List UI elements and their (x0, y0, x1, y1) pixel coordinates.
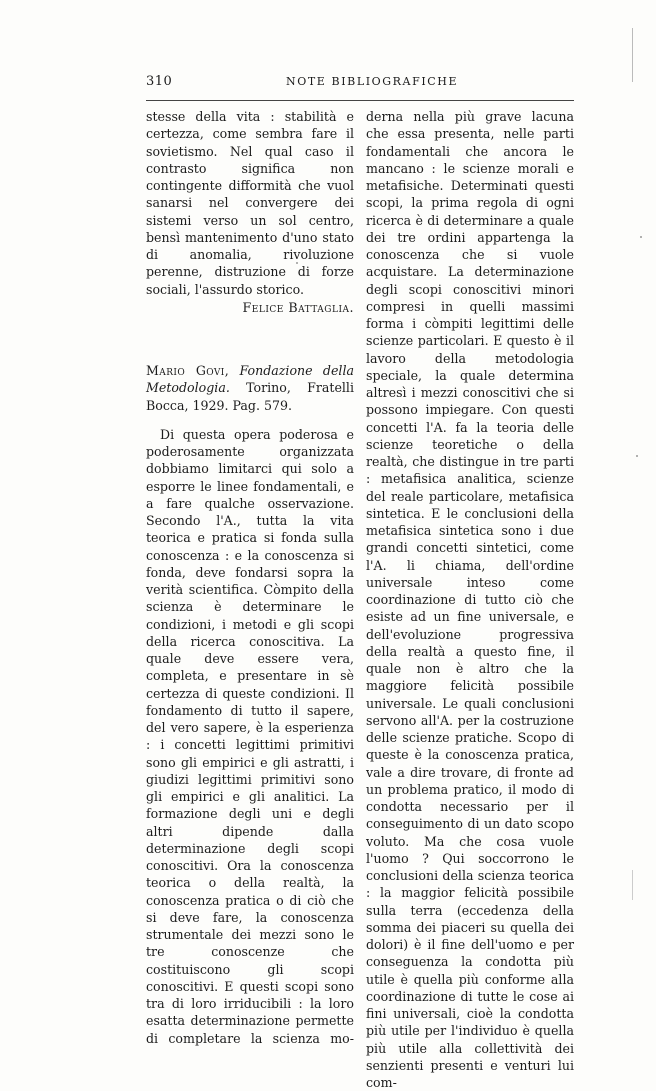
reference-title: Fondazione della Metodologia. (146, 363, 354, 396)
running-title: NOTE BIBLIOGRAFICHE (286, 75, 459, 88)
section-spacer (146, 316, 354, 362)
header-rule (146, 100, 574, 101)
bibliographic-reference (146, 362, 354, 414)
review-body-continued: derna nella più grave lacuna che essa presenta, nelle parti fondamentali che ancora le mancano : le scienze morali e metafisiche. Determinati questi scopi, la prima regola di ogni ricerca è di determinare a quale dei tre ordini appartenga la conoscenza che si vuole acquistare. La determinazione degli scopi conoscitivi minori compresi in quelli massimi forma i còmpiti legittimi delle scienze particolari. E questo è il lavoro della metodologia speciale, la quale determina altresì i mezzi conoscitivi che si possono impiegare. Con questi concetti l'A. fa la teoria delle scienze teoretiche o della realtà, che distingue in tre parti : metafisica analitica, scienze del reale particolare, metafisica sintetica. E le conclusioni della metafisica sintetica sono i due grandi concetti sintetici, come l'A. li chiama, dell'ordine universale inteso come coordinazione di tutto ciò che esiste ad un fine universale, e dell'evoluzione progressiva della realtà a questo fine, il quale non è altro che la maggiore felicità possibile universale. Le quali conclusioni servono all'A. per la costruzione delle scienze pratiche. Scopo di queste è la conoscenza pratica, vale a dire trovare, di fronte ad un problema pratico, il modo di condotta necessario per il conseguimento di un dato scopo voluto. Ma che cosa vuole l'uomo ? Qui soccorrono le conclusioni della scienza teorica : la maggior felicità possibile sulla terra (eccedenza della somma dei piaceri su quella dei dolori) è il fine dell'uomo e per conseguenza la condotta più utile è quella più conforme alla coordinazione di tutte le cose ai fini universali, cioè la condotta più utile per l'individuo è quella più utile alla collettività dei senzienti presenti e venturi lui com- (366, 109, 574, 1090)
scan-speck (636, 455, 638, 457)
page-number: 310 (146, 74, 173, 89)
section-spacer (146, 414, 354, 426)
previous-review-ending: stesse della vita : stabilità e certezza, come sembra fare il sovietismo. Nel qual caso il contrasto significa non contingente difformità che vuol sanarsi nel convergere dei sistemi verso un sol centro, bensì mantenimento d'uno stato di anomalia, rivoluzione perenne, distruzione di forze sociali, l'assurdo storico. (146, 109, 354, 297)
scan-edge-mark-bottom (632, 870, 633, 900)
right-column (366, 108, 574, 1091)
page-header (146, 74, 574, 94)
reference-author: Mario Govi, (146, 363, 230, 378)
left-column (146, 108, 354, 1047)
review-body-start: Di questa opera poderosa e poderosamente organizzata dobbiamo limitarci qui solo a esporre le linee fondamentali, e a fare qualche osservazione. Secondo l'A., tutta la vita teorica e pratica si fonda sulla conoscenza : e la conoscenza si fonda, deve fondarsi sopra la verità scientifica. Còmpito della scienza è determinare le condizioni, i metodi e gli scopi della ricerca conoscitiva. La quale deve essere vera, completa, e presentare in sè certezza di queste condizioni. Il fondamento di tutto il sapere, del vero sapere, è la esperienza : i concetti legittimi primitivi sono gli empirici e gli astratti, i giudizi legittimi primitivi sono gli empirici e gli analitici. La formazione degli uni e degli altri dipende dalla determinazione degli scopi conoscitivi. Ora la conoscenza teorica o della realtà, la conoscenza pratica o di ciò che si deve fare, la conoscenza strumentale dei mezzi sono le tre conoscenze che costituiscono gli scopi conoscitivi. E questi scopi sono tra di loro irriducibili : la loro esatta determinazione permette di completare la scienza mo- (146, 426, 354, 1046)
scan-edge-mark (632, 28, 633, 82)
review-signature: Felice Battaglia. (242, 299, 354, 315)
reference-publication: Torino, Fratelli Bocca, 1929. Pag. 579. (146, 380, 354, 413)
scan-speck (640, 236, 642, 238)
